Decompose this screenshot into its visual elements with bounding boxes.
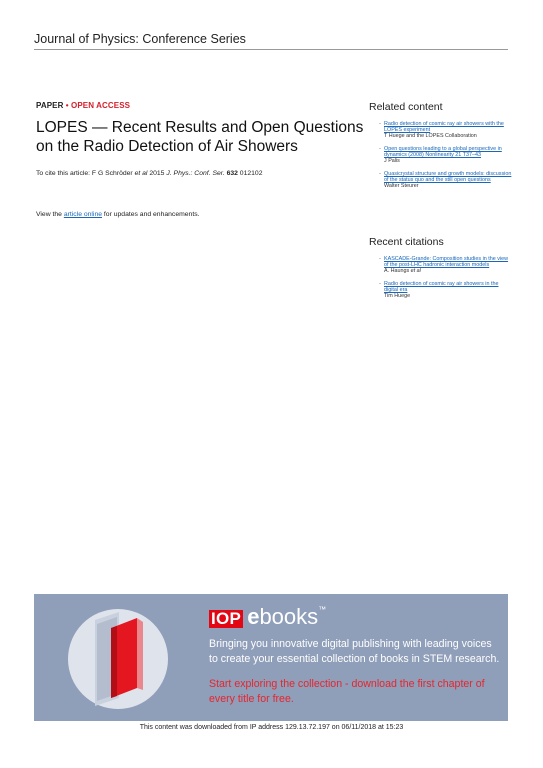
- download-footer: This content was downloaded from IP address 129.13.72.197 on 06/11/2018 at 15:23: [139, 724, 404, 731]
- view-suffix: for updates and enhancements.: [102, 211, 200, 218]
- citation-line: [36, 169, 366, 178]
- trademark: ™: [318, 605, 327, 614]
- ebooks-wordmark: [247, 606, 318, 628]
- banner-line-4: every title for free.: [209, 693, 294, 705]
- cite-volume: 632: [226, 170, 238, 177]
- related-content: [369, 101, 514, 195]
- ebooks-e: e: [247, 604, 260, 629]
- cite-prefix: To cite this article: F G Schröder: [36, 170, 135, 177]
- kicker-paper: PAPER: [36, 101, 64, 110]
- ebooks-rest: books: [259, 604, 319, 629]
- list-dash: -: [379, 280, 381, 287]
- related-item: [369, 121, 514, 140]
- iop-logo-mark: IOP: [211, 609, 242, 628]
- citation-item: [369, 281, 514, 300]
- cite-year: 2015: [147, 170, 167, 177]
- banner-cta[interactable]: [209, 677, 485, 707]
- cite-page: 012102: [237, 170, 263, 177]
- article-title: LOPES — Recent Results and Open Questions on the Radio Detection of Air Showers: [36, 119, 364, 155]
- article-kicker: [36, 101, 366, 110]
- citation-link[interactable]: KASCADE-Grande: Composition studies in the view of the post-LHC hadronic interaction models: [384, 256, 509, 269]
- related-authors: J Palis: [384, 158, 400, 165]
- related-heading: Related content: [369, 101, 443, 113]
- recent-citations: [369, 236, 514, 306]
- related-authors: T Huege and the LOPES Collaboration: [384, 133, 477, 140]
- related-link[interactable]: Radio detection of cosmic ray air showers with the LOPES experiment: [384, 121, 504, 134]
- related-link[interactable]: Open questions leading to a global perspective in dynamics (2008) Nonlinearity 21 T37–43: [384, 145, 502, 159]
- article-main: [36, 101, 366, 178]
- article-online-link[interactable]: article online: [63, 211, 103, 218]
- kicker-open-access: OPEN ACCESS: [71, 101, 131, 110]
- related-item: [369, 171, 514, 190]
- banner-line-2: to create your essential collection of books in STEM research.: [209, 653, 500, 665]
- list-dash: -: [379, 170, 381, 177]
- list-dash: -: [379, 145, 381, 152]
- banner-tagline: [209, 637, 499, 667]
- journal-name: Journal of Physics: Conference Series: [34, 32, 246, 46]
- list-dash: -: [379, 256, 381, 262]
- iop-ebooks-logo: [209, 606, 326, 628]
- banner-line-1: Bringing you innovative digital publishing with leading voices: [209, 638, 492, 650]
- citation-item: [369, 256, 514, 275]
- related-link[interactable]: Quasicrystal structure and growth models: discussion of the status quo and the still open questions: [384, 170, 512, 183]
- citations-heading: Recent citations: [369, 236, 444, 248]
- banner-line-3: Start exploring the collection - download the first chapter of: [209, 678, 485, 690]
- ebook-icon: [89, 610, 151, 710]
- kicker-separator: •: [65, 101, 69, 110]
- citation-authors: Tim Huege: [384, 293, 411, 300]
- iop-ebooks-banner[interactable]: [34, 594, 508, 721]
- citation-link[interactable]: Radio detection of cosmic ray air showers in the digital era: [384, 280, 499, 294]
- view-online-line: [36, 211, 200, 218]
- citation-authors: [384, 268, 514, 274]
- cite-etal: et al: [134, 170, 148, 177]
- citation-author-names: A. Haungs: [384, 268, 411, 275]
- citation-etal: et al: [410, 268, 421, 275]
- cite-journal: J. Phys.: Conf. Ser.: [166, 170, 225, 177]
- view-prefix: View the: [36, 211, 64, 218]
- list-dash: -: [379, 121, 381, 127]
- header-divider: [34, 49, 508, 50]
- related-item: [369, 146, 514, 165]
- related-authors: Walter Steurer: [384, 183, 419, 190]
